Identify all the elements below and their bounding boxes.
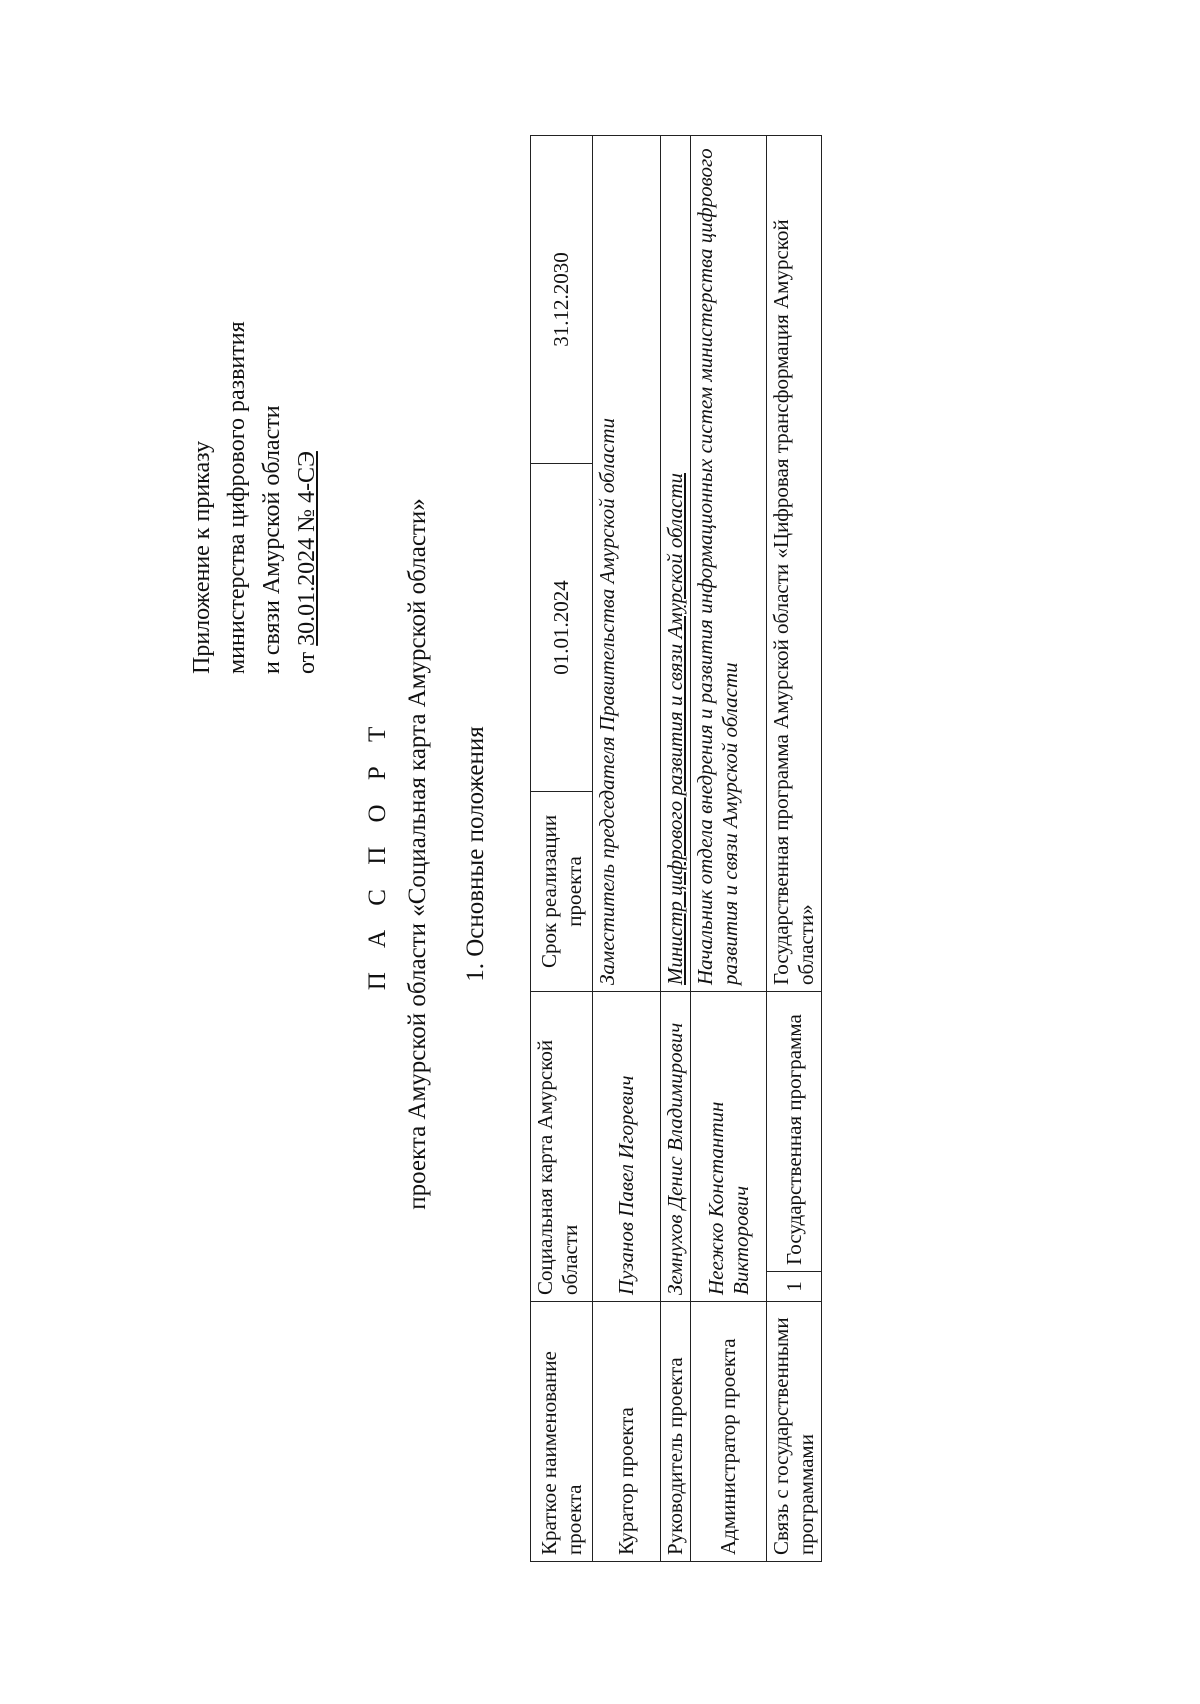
programs-label: Связь с государственными программами — [767, 1302, 822, 1562]
passport-table — [530, 135, 822, 1562]
table-row-programs — [767, 135, 822, 1561]
approval-line-1: Приложение к приказу — [189, 440, 215, 674]
programs-type: Государственная программа — [767, 991, 822, 1271]
leader-name: Земнухов Денис Владимирович — [661, 991, 691, 1301]
section-title: 1. Основные положения — [462, 726, 489, 982]
approval-line-2: министерства цифрового развития — [224, 321, 250, 674]
programs-value: Государственная программа Амурской области «Цифровая трансформация Амурской области» — [767, 135, 822, 991]
approval-date-prefix: от — [294, 651, 320, 674]
title-heading: П А С П О Р Т — [364, 717, 391, 991]
administrator-label: Администратор проекта — [691, 1302, 767, 1562]
table-row-administrator — [691, 135, 767, 1561]
short-name-value: Социальная карта Амурской области — [531, 991, 593, 1301]
curator-position: Заместитель председателя Правительства Амурской области — [593, 135, 661, 991]
curator-name: Пузанов Павел Игоревич — [593, 991, 661, 1301]
programs-number: 1 — [767, 1272, 822, 1302]
administrator-name: Неежко Константин Викторович — [691, 991, 767, 1301]
term-start: 01.01.2024 — [531, 463, 593, 791]
short-name-label: Краткое наименование проекта — [531, 1302, 593, 1562]
approval-stamp — [185, 321, 325, 674]
table-row-curator — [593, 135, 661, 1561]
table-row-short-name — [531, 135, 593, 1561]
curator-label: Куратор проекта — [593, 1302, 661, 1562]
approval-line-4 — [290, 321, 325, 674]
term-label: Срок реализации проекта — [531, 791, 593, 991]
leader-position: Министр цифрового развития и связи Амурской области — [661, 135, 691, 991]
table-row-leader — [661, 135, 691, 1561]
title-subheading: проекта Амурской области «Социальная карта Амурской области» — [404, 498, 431, 1210]
approval-line-3: и связи Амурской области — [259, 405, 285, 674]
leader-label: Руководитель проекта — [661, 1302, 691, 1562]
approval-date-number: 30.01.2024 № 4-СЭ — [294, 451, 320, 646]
term-end: 31.12.2030 — [531, 135, 593, 463]
administrator-position: Начальник отдела внедрения и развития информационных систем министерства цифрового развития и связи Амурской области — [691, 135, 767, 991]
document-title — [358, 304, 438, 1404]
